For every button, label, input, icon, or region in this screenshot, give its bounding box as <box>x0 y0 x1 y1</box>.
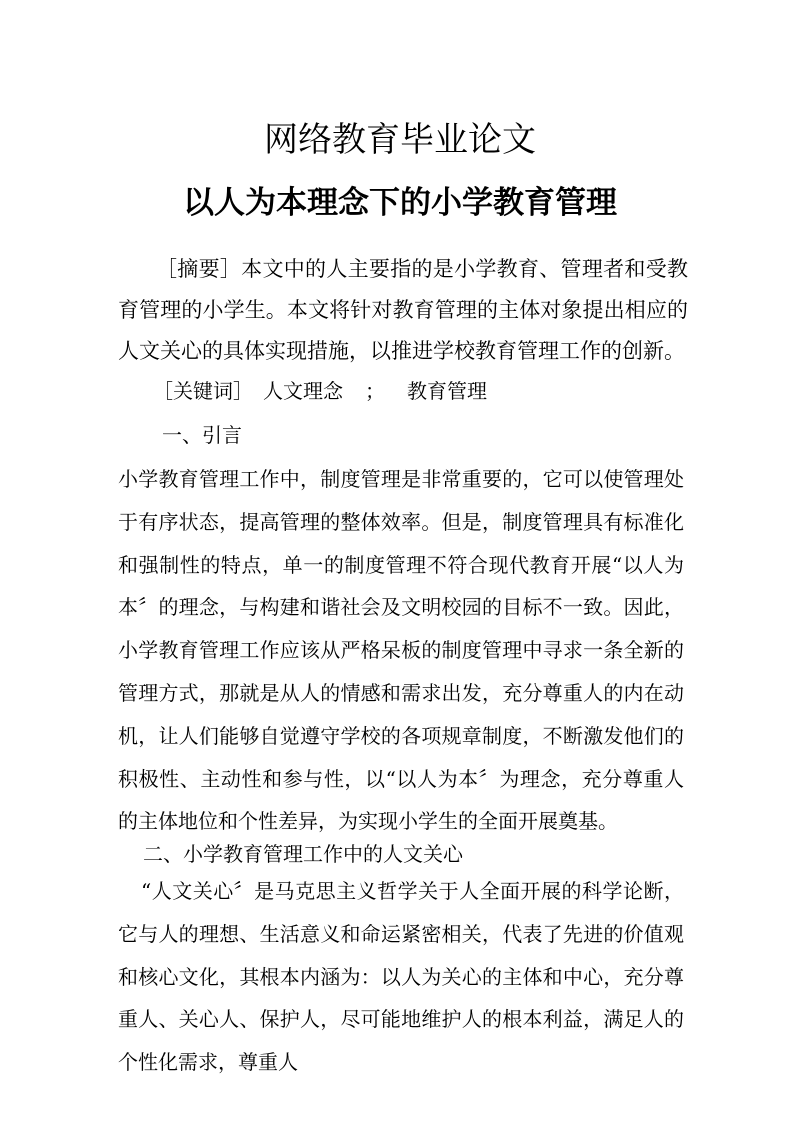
body-paragraph: “人文关心〞是马克思主义哲学关于人全面开展的科学论断，它与人的理想、生活意义和命运紧密相关，代表了先进的价值观和核心文化，其根本内涵为：以人为关心的主体和中心，充分尊重人、关心人、保护人，尽可能地维护人的根本利益，满足人的个性化需求，尊重人 <box>118 879 684 1075</box>
abstract-paragraph: ［摘要］本文中的人主要指的是小学教育、管理者和受教育管理的小学生。本文将针对教育管理的主体对象提出相应的人文关心的具体实现措施，以推进学校教育管理工作的创新。 <box>118 257 688 363</box>
paper-title: 以人为本理念下的小学教育管理 <box>183 185 617 221</box>
keywords-label: ［关键词］ <box>153 379 253 403</box>
keyword-item: 教育管理 <box>407 379 487 403</box>
section-heading-introduction: 一、引言 <box>162 423 242 447</box>
keyword-separator: ； <box>365 379 385 403</box>
body-paragraph: 小学教育管理工作中，制度管理是非常重要的，它可以使管理处于有序状态，提高管理的整体效率。但是，制度管理具有标准化和强制性的特点，单一的制度管理不符合现代教育开展“以人为本〞的理念，与构建和谐社会及文明校园的目标不一致。因此，小学教育管理工作应该从严格呆板的制度管理中寻求一条全新的管理方式，那就是从人的情感和需求出发，充分尊重人的内在动机，让人们能够自觉遵守学校的各项规章制度，不断激发他们的积极性、主动性和参与性，以“以人为本〞为理念，充分尊重人的主体地位和个性差异，为实现小学生的全面开展奠基。 <box>118 467 684 834</box>
keyword-item: 人文理念 <box>263 379 343 403</box>
main-title: 网络教育毕业论文 <box>264 120 536 160</box>
section-heading-humanistic-care: 二、小学教育管理工作中的人文关心 <box>143 842 463 866</box>
keywords-line <box>153 375 487 407</box>
